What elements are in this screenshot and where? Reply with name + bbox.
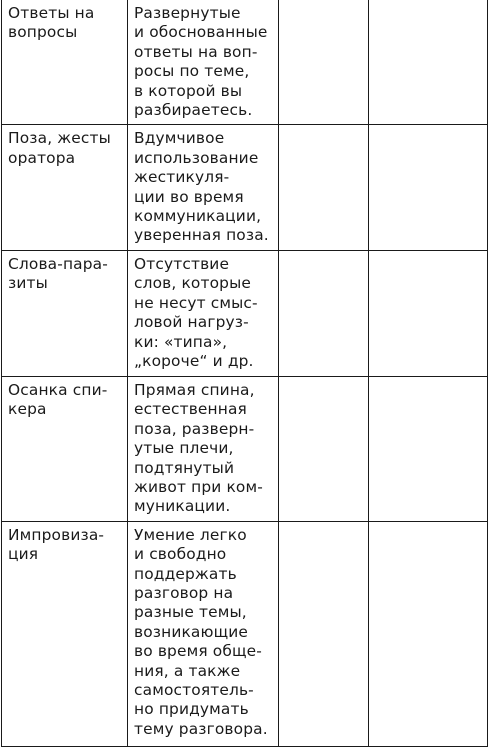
description-text: росы по теме, <box>134 62 250 81</box>
empty-cell <box>369 0 488 125</box>
description-text: ответы на воп- <box>134 42 258 61</box>
criterion-cell <box>2 376 128 521</box>
criterion-text: кера <box>8 400 47 419</box>
empty-cell <box>369 521 488 746</box>
description-text: но придумать <box>134 700 249 719</box>
description-cell <box>128 521 279 746</box>
empty-cell <box>279 521 369 746</box>
criterion-text: вопросы <box>8 23 78 42</box>
empty-cell <box>279 0 369 125</box>
criterion-cell <box>2 250 128 376</box>
criterion-text: ция <box>8 545 39 564</box>
criterion-text: Слова-пара- <box>8 254 108 273</box>
criterion-text: оратора <box>8 148 76 167</box>
description-text: не несут смыс- <box>134 293 258 312</box>
table-row <box>2 125 488 250</box>
criterion-cell <box>2 521 128 746</box>
criterion-text: Осанка спи- <box>8 380 108 399</box>
description-text: тему разговора. <box>134 719 268 738</box>
empty-cell <box>369 125 488 250</box>
description-text: самостоятель- <box>134 680 254 699</box>
description-text: разные темы, <box>134 603 247 622</box>
description-text: Умение легко <box>134 525 247 544</box>
description-text: „короче“ и др. <box>134 351 254 370</box>
criterion-cell <box>2 0 128 125</box>
description-text: возникающие <box>134 622 249 641</box>
description-text: муникации. <box>134 497 231 516</box>
description-text: во время обще- <box>134 642 262 661</box>
description-text: коммуникации, <box>134 207 262 226</box>
description-text: в которой вы <box>134 81 243 100</box>
criterion-text: Импровиза- <box>8 525 105 544</box>
description-text: разбираетесь. <box>134 101 253 120</box>
empty-cell <box>279 376 369 521</box>
empty-cell <box>279 125 369 250</box>
description-cell <box>128 376 279 521</box>
criterion-cell <box>2 125 128 250</box>
description-text: жестикуля- <box>134 168 230 187</box>
description-text: поддержать <box>134 564 237 583</box>
description-text: Вдумчивое <box>134 129 225 148</box>
description-text: Прямая спина, <box>134 380 255 399</box>
description-text: утые плечи, <box>134 439 234 458</box>
empty-cell <box>369 250 488 376</box>
criterion-text: Поза, жесты <box>8 129 111 148</box>
description-cell <box>128 0 279 125</box>
criterion-text: Ответы на <box>8 4 95 22</box>
description-text: живот при ком- <box>134 477 263 496</box>
description-text: ции во время <box>134 187 244 206</box>
description-text: разговор на <box>134 583 234 602</box>
empty-cell <box>369 376 488 521</box>
table-row <box>2 376 488 521</box>
description-text: ки: «типа», <box>134 332 228 351</box>
empty-cell <box>279 250 369 376</box>
description-text: поза, разверн- <box>134 419 255 438</box>
table-row <box>2 250 488 376</box>
table-row <box>2 0 488 125</box>
description-text: ловой нагруз- <box>134 313 249 332</box>
description-text: Отсутствие <box>134 254 230 273</box>
description-cell <box>128 250 279 376</box>
description-text: уверенная поза. <box>134 226 269 245</box>
description-text: Развернутые <box>134 4 241 22</box>
description-text: естественная <box>134 400 247 419</box>
description-text: подтянутый <box>134 458 235 477</box>
description-cell <box>128 125 279 250</box>
table-row <box>2 521 488 746</box>
description-text: слов, которые <box>134 274 252 293</box>
description-text: использование <box>134 148 259 167</box>
assessment-table <box>1 0 488 747</box>
description-text: и свободно <box>134 545 227 564</box>
description-text: ния, а также <box>134 661 241 680</box>
criterion-text: зиты <box>8 274 48 293</box>
description-text: и обоснованные <box>134 23 268 42</box>
